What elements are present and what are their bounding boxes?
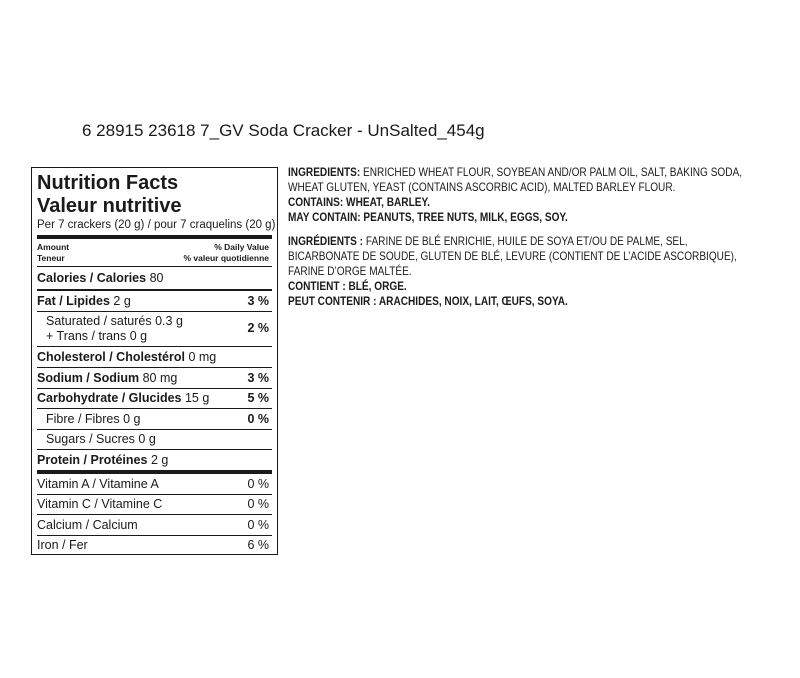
ingredients-fr-line2: BICARBONATE DE SOUDE, GLUTEN DE BLÉ, LEVURE (CONTIENT DE L’ACIDE ASCORBIQUE), — [288, 249, 737, 263]
divider — [37, 367, 272, 368]
sodium-amount: 80 mg — [142, 371, 178, 385]
divider — [37, 494, 272, 495]
sodium-label: Sodium / Sodium — [37, 371, 140, 385]
trans-amount: 0 g — [129, 329, 148, 343]
divider-thick — [37, 235, 272, 239]
product-title: 6 28915 23618 7_GV Soda Cracker - UnSalted_454g — [82, 121, 485, 140]
fibre-label: Fibre / Fibres — [46, 412, 120, 426]
nutrition-facts-panel — [31, 167, 278, 555]
divider — [37, 346, 272, 347]
fat-dv: 3 % — [247, 294, 269, 308]
fat-amount: 2 g — [113, 294, 131, 308]
sugars-label: Sugars / Sucres — [46, 432, 135, 446]
ingredients-fr-line1 — [288, 234, 688, 248]
carbohydrate-amount: 15 g — [184, 391, 210, 405]
header-daily-value: % Daily Value — [214, 242, 269, 252]
iron-dv: 6 % — [247, 538, 269, 552]
vitamin-a-label: Vitamin A / Vitamine A — [37, 477, 159, 491]
divider — [37, 266, 272, 267]
nutrition-title-fr: Valeur nutritive — [37, 195, 182, 217]
divider — [37, 514, 272, 515]
vitamin-a-dv: 0 % — [247, 477, 269, 491]
calcium-label: Calcium / Calcium — [37, 518, 138, 532]
ingredients-en-text1: ENRICHED WHEAT FLOUR, SOYBEAN AND/OR PALM OIL, SALT, BAKING SODA, — [360, 165, 743, 179]
contains-fr: CONTIENT : BLÉ, ORGE. — [288, 279, 407, 293]
iron-label: Iron / Fer — [37, 538, 88, 552]
fibre-dv: 0 % — [247, 412, 269, 426]
carbohydrate-label: Carbohydrate / Glucides — [37, 391, 182, 405]
saturated-amount: 0.3 g — [155, 314, 183, 328]
serving-size: Per 7 crackers (20 g) / pour 7 craquelins (20 g) — [37, 219, 276, 231]
vitamin-c-dv: 0 % — [247, 497, 269, 511]
sat-trans-dv: 2 % — [247, 321, 269, 335]
fat-label: Fat / Lipides — [37, 294, 110, 308]
header-teneur: Teneur — [37, 253, 65, 263]
contains-en: CONTAINS: WHEAT, BARLEY. — [288, 195, 430, 209]
may-contain-en: MAY CONTAIN: PEANUTS, TREE NUTS, MILK, EGGS, SOY. — [288, 210, 568, 224]
ingredients-fr-text1: FARINE DE BLÉ ENRICHIE, HUILE DE SOYA ET/OU DE PALME, SEL, — [363, 234, 688, 248]
saturated-label: Saturated / saturés — [46, 314, 152, 328]
trans-label: + Trans / trans — [46, 329, 127, 343]
cholesterol-label: Cholesterol / Cholestérol — [37, 350, 185, 364]
fibre-amount: 0 g — [123, 412, 141, 426]
vitamin-c-label: Vitamin C / Vitamine C — [37, 497, 163, 511]
nutrition-title-en: Nutrition Facts — [37, 172, 179, 194]
ingredients-fr-label: INGRÉDIENTS : — [288, 234, 364, 248]
divider — [37, 408, 272, 409]
calcium-dv: 0 % — [247, 518, 269, 532]
divider-thick — [37, 470, 272, 474]
divider — [37, 449, 272, 450]
calories-label: Calories / Calories — [37, 271, 147, 285]
divider — [37, 311, 272, 312]
divider — [37, 429, 272, 430]
protein-amount: 2 g — [150, 453, 169, 467]
ingredients-en-label: INGREDIENTS: — [288, 165, 361, 179]
sodium-dv: 3 % — [247, 371, 269, 385]
divider — [37, 289, 272, 291]
ingredients-en-line1 — [288, 165, 742, 179]
header-amount: Amount — [37, 242, 70, 252]
protein-label: Protein / Protéines — [37, 453, 148, 467]
calories-value: 80 — [149, 271, 164, 285]
sugars-amount: 0 g — [138, 432, 156, 446]
cholesterol-amount: 0 mg — [188, 350, 217, 364]
divider — [37, 388, 272, 389]
may-contain-fr: PEUT CONTENIR : ARACHIDES, NOIX, LAIT, ŒUFS, SOYA. — [288, 294, 568, 308]
header-valeur-quotidienne: % valeur quotidienne — [183, 253, 269, 263]
divider — [37, 535, 272, 536]
ingredients-fr-line3: FARINE D’ORGE MALTÉE. — [288, 264, 412, 278]
ingredients-en-line2: WHEAT GLUTEN, YEAST (CONTAINS ASCORBIC ACID), MALTED BARLEY FLOUR. — [288, 180, 676, 194]
carbohydrate-dv: 5 % — [247, 391, 269, 405]
